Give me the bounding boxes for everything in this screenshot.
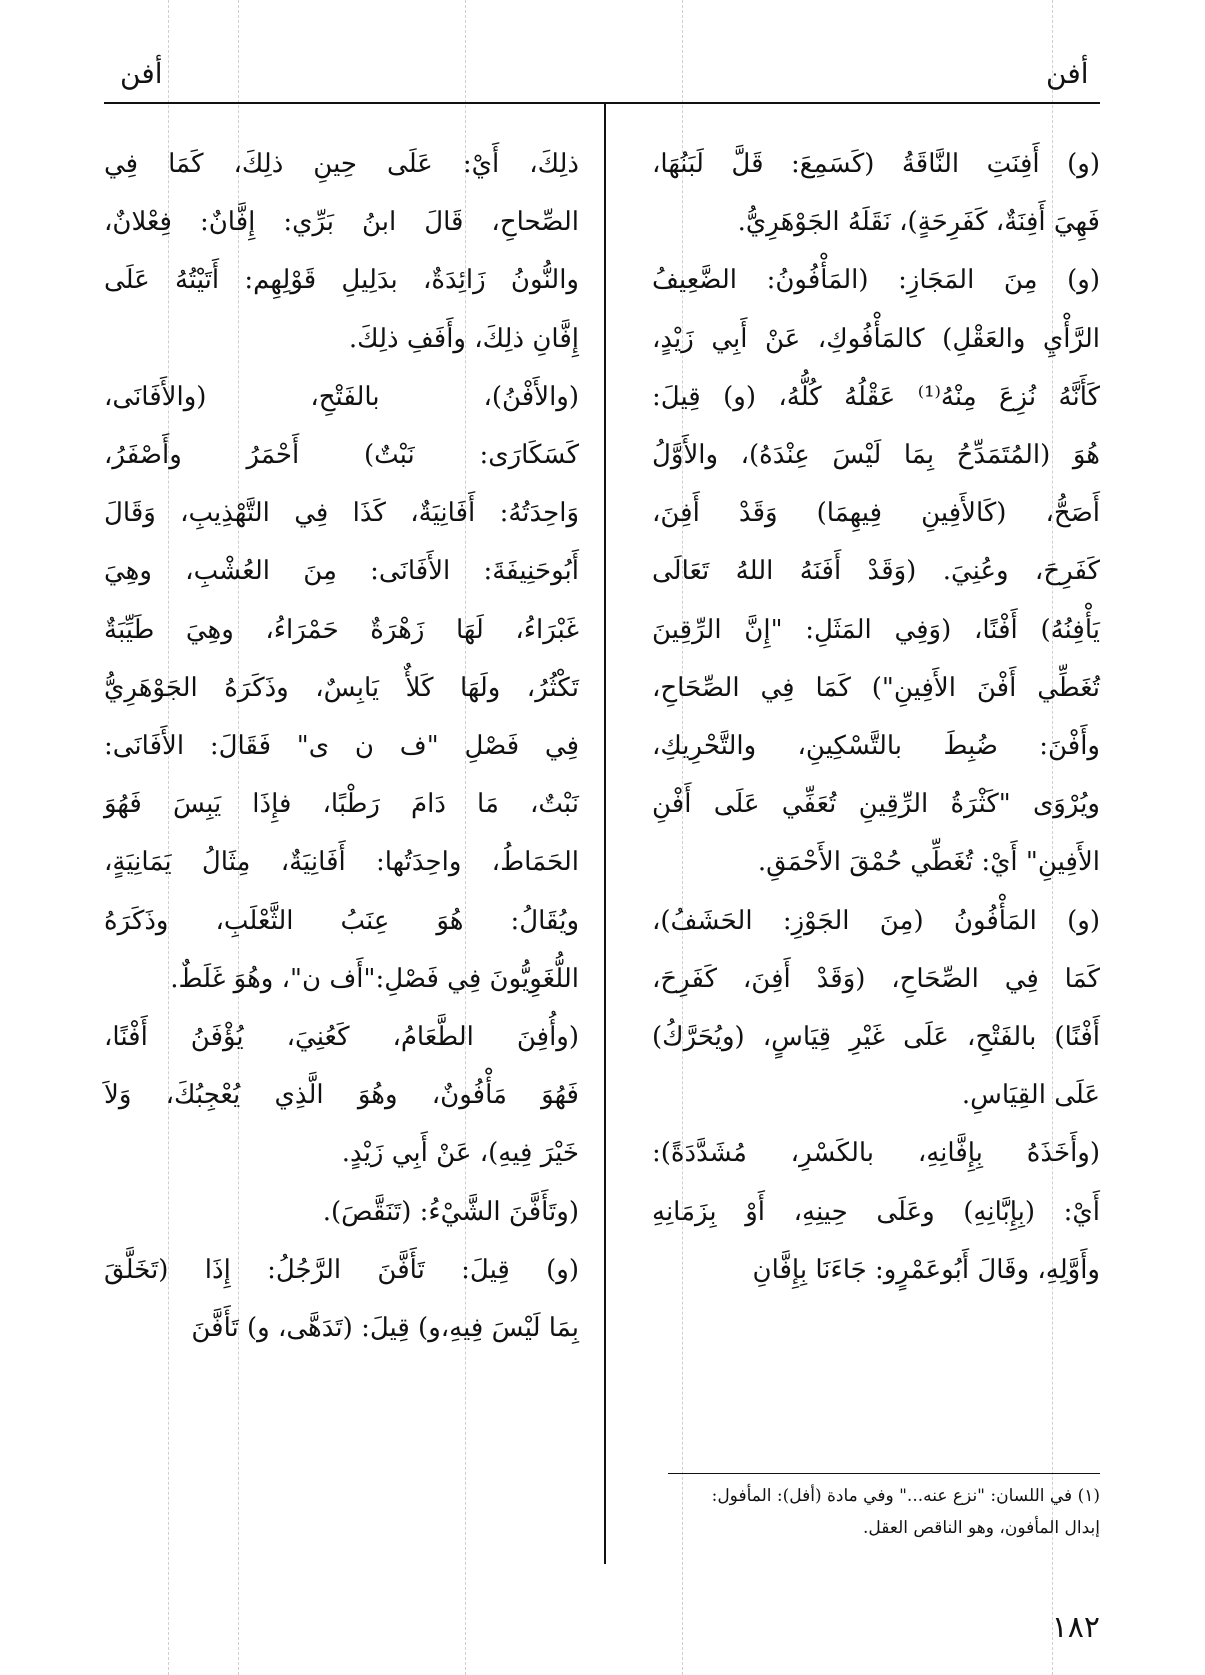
text-line: كَفَرِحَ، وعُنِيَ. (وَقَدْ أَفَنَهُ اللهُ تَعَالَى <box>652 556 1100 587</box>
header-right-word: أفن <box>1046 57 1089 90</box>
text-line: إِفَّانِ ذلِكَ، وأَفَفِ ذلِكَ. <box>348 323 579 354</box>
text-line: (وأَخَذَهُ بِإِفَّانِهِ، بالكَسْرِ، مُشَدَّدَةً): <box>652 1138 1100 1169</box>
text-line: وَاحِدَتُهُ: أَفَانِيَةٌ، كَذَا فِي التَّهْذِيبِ، وَقَالَ <box>104 498 579 529</box>
right-column-paragraph <box>652 1124 1100 1299</box>
text-line: الصِّحاحِ، قَالَ ابنُ بَرِّي: إِفَّانٌ: فِعْلانٌ، <box>104 207 579 238</box>
right-column <box>652 135 1100 1299</box>
text-line: أَصَحُّ، (كَالأَفِينِ فِيهِمَا) وَقَدْ أَفِنَ، <box>652 498 1100 529</box>
text-line: (و) المَأْفُونُ (مِنَ الجَوْزِ: الحَشَفُ)، <box>652 905 1100 936</box>
text-line: فَهِيَ أَفِنَةٌ، كَفَرِحَةٍ)، نَقَلَهُ الجَوْهَرِيُّ. <box>737 207 1100 238</box>
left-column-paragraph <box>104 368 579 1008</box>
text-line: تَكْثُرُ، ولَهَا كَلأٌ يَابِسٌ، وذَكَرَهُ الجَوْهَرِيُّ <box>104 672 579 703</box>
text-line: (و) أَفِنَتِ النَّاقَةُ (كَسَمِعَ: قَلَّ لَبَنُهَا، <box>652 149 1100 179</box>
left-column <box>104 135 579 1357</box>
text-line: يَأْفِنُهُ) أَفْنًا، (وَفِي المَثَلِ: "إِنَّ الرِّقِينَ <box>652 614 1100 645</box>
right-column-paragraph <box>652 251 1100 891</box>
text-line: فَهُوَ مَأْفُونٌ، وهُوَ الَّذِي يُعْجِبُكَ، وَلاَ <box>104 1080 579 1111</box>
text-line: بِمَا لَيْسَ فِيهِ،و) قِيلَ: (تَدَهَّى، و) تَأَفَّنَ <box>191 1313 579 1344</box>
right-column-paragraph <box>652 892 1100 1125</box>
header-left-word: أفن <box>120 57 163 90</box>
left-column-paragraph <box>104 1183 579 1241</box>
left-column-paragraph <box>104 135 579 368</box>
text-line: أَفْنًا) بالفَتْحِ، عَلَى غَيْرِ قِيَاسٍ، (ويُحَرَّكُ) <box>652 1022 1100 1053</box>
right-column-paragraph <box>652 135 1100 251</box>
text-line: والنُّونُ زَائِدَةٌ، بدَلِيلِ قَوْلِهِم: أَتَيْتُهُ عَلَى <box>104 265 579 296</box>
text-line: كَسَكَارَى: نَبْتٌ) أَحْمَرُ وأَصْفَرُ، <box>104 440 579 471</box>
footnote-line: (١) في اللسان: "نزع عنه..." وفي مادة (أفل): المأفول: <box>711 1486 1100 1506</box>
text-line: (و) قِيلَ: تَأَفَّنَ الرَّجُلُ: إِذَا (تَخَلَّقَ <box>104 1254 579 1285</box>
text-line: وأَفْنَ: ضُبِطَ بالتَّسْكِينِ، والتَّحْرِيكِ، <box>652 731 1100 762</box>
footnote-rule <box>668 1473 1100 1474</box>
text-line: اللُّغَوِيُّونَ فِي فَصْلِ:"أَف ن"، وهُوَ غَلَطٌ. <box>170 963 579 994</box>
footnote-line: إبدال المأفون، وهو الناقص العقل. <box>863 1518 1100 1538</box>
text-line: هُوَ (المُتَمَدِّحُ بِمَا لَيْسَ عِنْدَهُ)، والأَوَّلُ <box>652 440 1100 471</box>
left-column-paragraph <box>104 1241 579 1357</box>
text-line: عَلَى القِيَاسِ. <box>961 1080 1100 1111</box>
text-line: خَيْرَ فِيهِ)، عَنْ أَبِي زَيْدٍ. <box>341 1138 579 1169</box>
text-line: نَبْتٌ، مَا دَامَ رَطْبًا، فإِذَا يَبِسَ فَهُوَ <box>104 789 579 820</box>
text-line: (والأَفْنُ)، بالفَتْحِ، (والأَفَانَى، <box>104 381 579 412</box>
header-rule <box>104 102 1100 104</box>
text-line: ويُقَالُ: هُوَ عِنَبُ الثَّعْلَبِ، وذَكَرَهُ <box>104 905 579 936</box>
text-line: غَبْرَاءُ، لَهَا زَهْرَةٌ حَمْرَاءُ، وهِيَ طَيِّبَةٌ <box>104 614 579 645</box>
text-line: (وتَأَفَّنَ الشَّيْءُ: (تَنَقَّصَ). <box>322 1196 579 1227</box>
text-line: ويُرْوَى "كَثْرَةُ الرِّقِينِ تُعَفِّي عَلَى أَفْنِ <box>652 789 1100 820</box>
text-line: الأَفِينِ" أَيْ: تُغَطِّي حُمْقَ الأَحْمَقِ. <box>757 847 1100 878</box>
text-line: تُغَطِّي أَفْنَ الأَفِينِ") كَمَا فِي الصِّحَاحِ، <box>652 672 1100 703</box>
column-divider <box>604 104 606 1564</box>
text-line: الحَمَاطُ، واحِدَتُها: أَفَانِيَةٌ، مِثَالُ يَمَانِيَةٍ، <box>104 847 579 878</box>
text-line: وأَوَّلِهِ، وقَالَ أَبُوعَمْرٍو: جَاءَنَا بِإِفَّانِ <box>752 1254 1100 1285</box>
text-line: ذلِكَ، أَيْ: عَلَى حِينِ ذلِكَ، كَمَا فِي <box>104 149 579 179</box>
page-number: ١٨٢ <box>1051 1610 1100 1645</box>
text-line: (و) مِنَ المَجَازِ: (المَأْفُونُ: الضَّعِيفُ <box>652 265 1100 296</box>
text-line: كَأَنَّهُ نُزِعَ مِنْهُ⁽¹⁾ عَقْلُهُ كُلُّهُ، (و) قِيلَ: <box>652 381 1101 412</box>
footnote <box>655 1480 1100 1544</box>
text-line: فِي فَصْلِ "ف ن ى" فَقَالَ: الأَفَانَى: <box>104 731 579 762</box>
text-line: أَيْ: (بِإِبَّانِهِ) وعَلَى حِينِهِ، أَوْ بِزَمَانِهِ <box>652 1196 1100 1227</box>
text-line: الرَّأْيِ والعَقْلِ) كالمَأْفُوكِ، عَنْ أَبِي زَيْدٍ، <box>652 323 1100 354</box>
text-line: (وأُفِنَ الطَّعَامُ، كَعُنِيَ، يُؤْفَنُ أَفْنًا، <box>104 1022 579 1053</box>
text-line: كَمَا فِي الصِّحَاحِ، (وَقَدْ أَفِنَ، كَفَرِحَ، <box>652 963 1100 994</box>
text-line: أَبُوحَنِيفَةَ: الأَفَانَى: مِنَ العُشْبِ، وهِيَ <box>104 556 579 587</box>
left-column-paragraph <box>104 1008 579 1183</box>
